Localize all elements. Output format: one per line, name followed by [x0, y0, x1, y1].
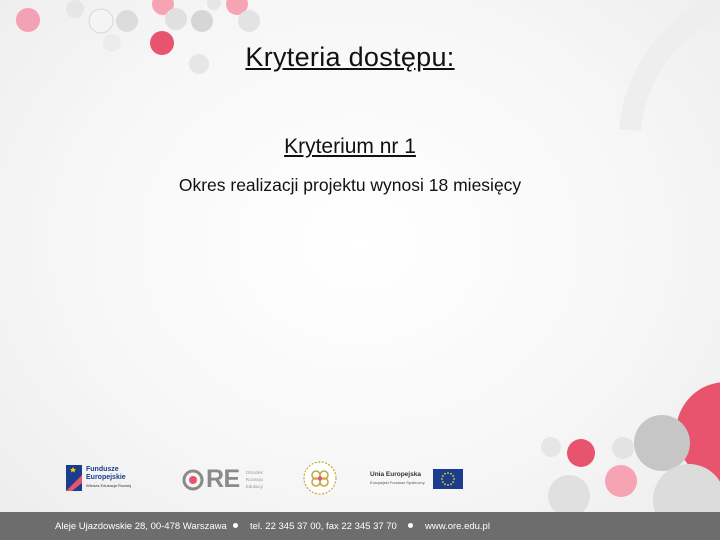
- footer-separator-2: [408, 523, 413, 528]
- logo-strip: [0, 455, 720, 505]
- ore-logo: [182, 465, 263, 494]
- ore-desc-3: Edukacji: [245, 484, 263, 489]
- fe-line-1: Fundusze: [86, 466, 119, 473]
- criterion-description: Okres realizacji projektu wynosi 18 miesięcy: [178, 175, 522, 195]
- ue-line-1: Unia Europejska: [370, 471, 421, 478]
- ore-wordmark: RE: [206, 465, 240, 493]
- fe-line-2: Europejskie: [86, 474, 126, 481]
- slide-title: Kryteria dostępu:: [245, 42, 455, 72]
- footer-separator-1: [233, 523, 238, 528]
- seal-logo: [302, 460, 338, 496]
- fe-flag-icon: [66, 465, 82, 491]
- eu-flag-icon: [433, 469, 463, 489]
- ore-circle-icon: [182, 469, 204, 491]
- footer-phone: tel. 22 345 37 00, fax 22 345 37 70: [250, 520, 397, 532]
- ore-desc-2: Rozwoju: [245, 477, 263, 482]
- fundusze-europejskie-logo: [66, 465, 131, 491]
- unia-europejska-logo: [370, 469, 463, 489]
- ore-desc-1: Ośrodek: [245, 470, 263, 475]
- seal-emblem-icon: [302, 460, 338, 496]
- footer-address: Aleje Ujazdowskie 28, 00-478 Warszawa: [55, 520, 227, 532]
- criterion-heading: Kryterium nr 1: [284, 135, 416, 158]
- fe-line-3: Wiedza Edukacja Rozwój: [86, 483, 132, 488]
- footer-bar: [0, 512, 720, 540]
- ue-line-2: Europejski Fundusz Społeczny: [370, 480, 425, 485]
- footer-website[interactable]: www.ore.edu.pl: [425, 520, 490, 532]
